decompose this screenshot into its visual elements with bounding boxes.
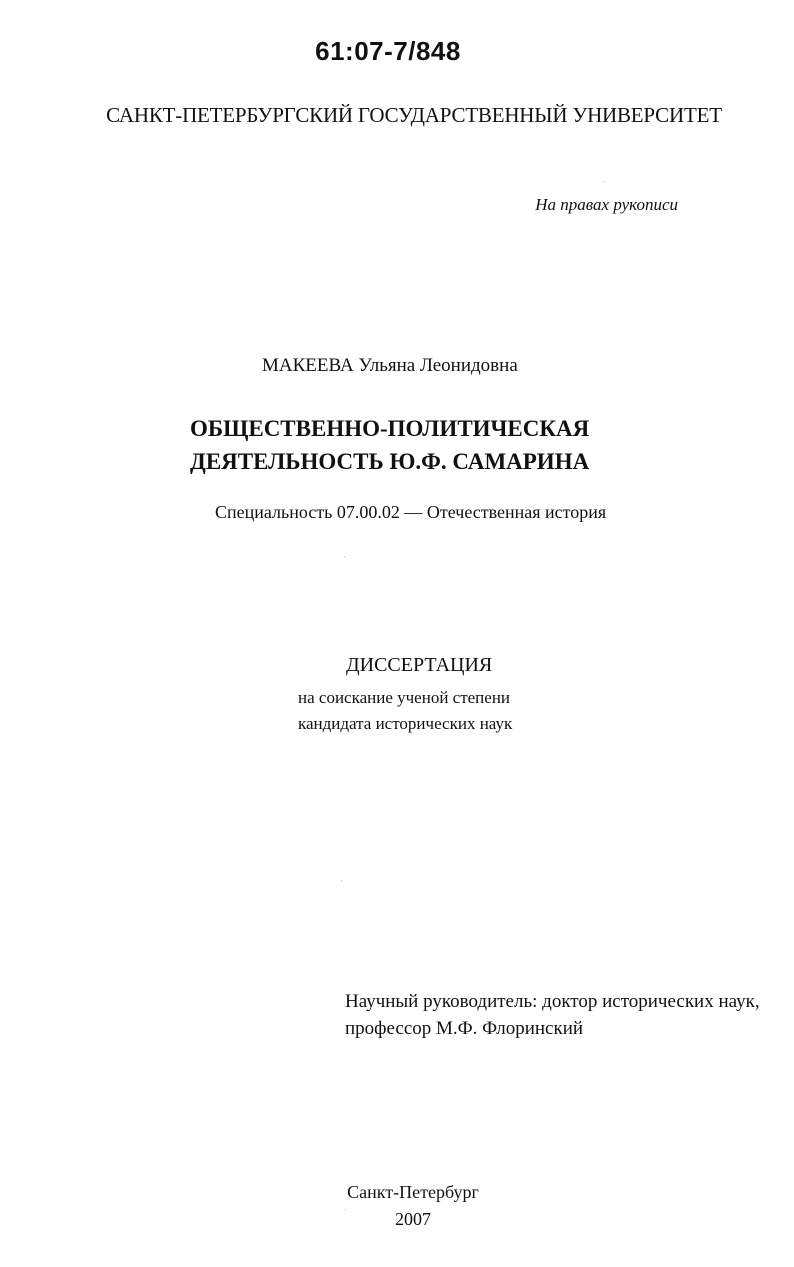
scan-speck bbox=[345, 1209, 346, 1210]
advisor-line-1: Научный руководитель: доктор исторических наук, bbox=[345, 991, 760, 1012]
document-type: ДИССЕРТАЦИЯ bbox=[346, 654, 493, 676]
degree-statement bbox=[298, 685, 512, 737]
scientific-advisor bbox=[345, 988, 760, 1042]
place-and-year bbox=[0, 1179, 794, 1233]
advisor-line-2: профессор М.Ф. Флоринский bbox=[345, 1018, 584, 1039]
scan-speck bbox=[603, 181, 604, 182]
author-name: МАКЕЕВА Ульяна Леонидовна bbox=[262, 355, 518, 376]
degree-line-2: кандидата исторических наук bbox=[298, 714, 513, 733]
dissertation-title bbox=[190, 412, 589, 478]
university-name: САНКТ-ПЕТЕРБУРГСКИЙ ГОСУДАРСТВЕННЫЙ УНИВЕРСИТЕТ bbox=[106, 103, 722, 127]
title-line-2: ДЕЯТЕЛЬНОСТЬ Ю.Ф. САМАРИНА bbox=[190, 449, 590, 474]
scan-speck bbox=[341, 880, 342, 881]
year: 2007 bbox=[395, 1209, 431, 1229]
catalog-number: 61:07-7/848 bbox=[315, 36, 461, 66]
title-line-1: ОБЩЕСТВЕННО-ПОЛИТИЧЕСКАЯ bbox=[190, 416, 590, 441]
place-name: Санкт-Петербург bbox=[347, 1182, 479, 1202]
manuscript-note: На правах рукописи bbox=[535, 195, 678, 214]
degree-line-1: на соискание ученой степени bbox=[298, 688, 511, 707]
specialty-line: Специальность 07.00.02 — Отечественная история bbox=[215, 502, 607, 522]
scan-speck bbox=[344, 556, 345, 557]
